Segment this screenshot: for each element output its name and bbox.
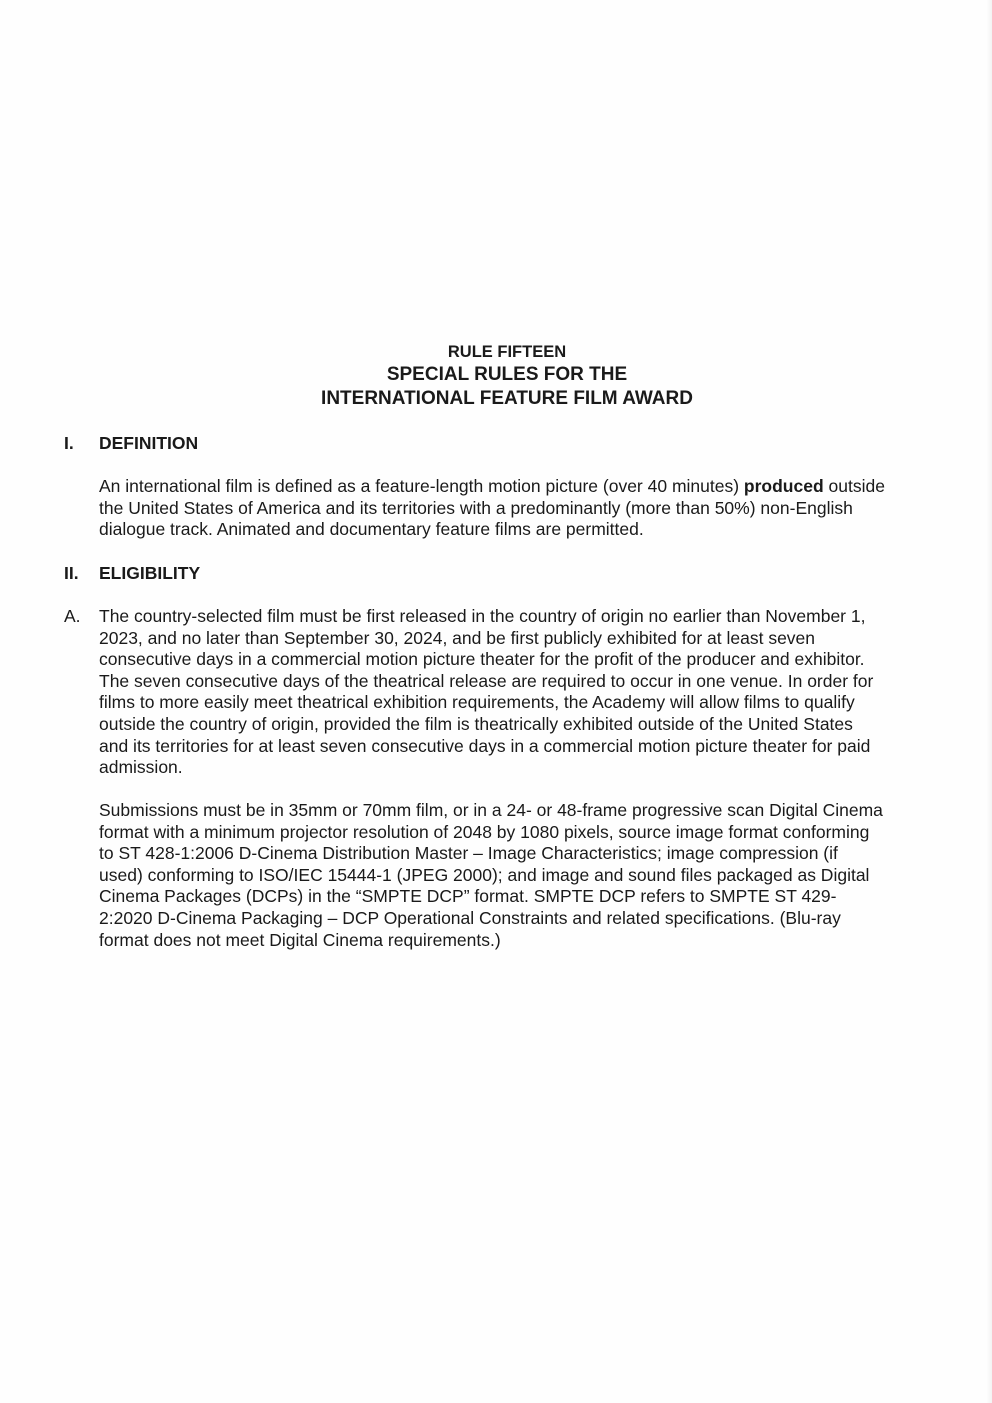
section-number: I. [64, 433, 74, 453]
paragraph-line: Submissions must be in 35mm or 70mm film, or in a 24- or 48-frame progressive scan Digital Cinema [99, 800, 883, 820]
rule-title-line-3: INTERNATIONAL FEATURE FILM AWARD [321, 388, 693, 409]
section-eligibility-heading [64, 562, 364, 584]
section-definition-heading [64, 432, 364, 454]
paragraph-line: films to more easily meet theatrical exhibition requirements, the Academy will allow films to qualify [99, 692, 855, 713]
paragraph-line: Cinema Packages (DCPs) in the “SMPTE DCP” format. SMPTE DCP refers to SMPTE ST 429- [99, 886, 837, 907]
paragraph-line: and its territories for at least seven consecutive days in a commercial motion picture theater for paid [99, 735, 871, 756]
text-run: An international film is defined as a feature-length motion picture (over 40 minutes) [99, 476, 744, 496]
paragraph-line: dialogue track. Animated and documentary feature films are permitted. [99, 519, 644, 540]
paragraph-line: The country-selected film must be first released in the country of origin no earlier than November 1, [99, 606, 866, 626]
paragraph-line: format does not meet Digital Cinema requirements.) [99, 929, 501, 950]
paragraph-line: the United States of America and its territories with a predominantly (more than 50%) non-English [99, 497, 853, 518]
paragraph-line: 2:2020 D-Cinema Packaging – DCP Operational Constraints and related specifications. (Blu-ray [99, 907, 841, 928]
paragraph-line: admission. [99, 757, 183, 778]
emphasis-produced: produced [743, 476, 824, 496]
definition-paragraph [99, 476, 959, 541]
rule-title-block [0, 341, 992, 411]
paragraph-line: used) conforming to ISO/IEC 15444-1 (JPEG 2000); and image and sound files packaged as Digital [99, 864, 870, 885]
scan-edge-shadow [986, 0, 992, 1403]
paragraph-line: format with a minimum projector resolution of 2048 by 1080 pixels, source image format conforming [99, 821, 870, 842]
text-run: outside [823, 476, 885, 496]
item-letter-a: A. [64, 606, 81, 626]
submissions-paragraph [99, 800, 959, 951]
section-title: DEFINITION [99, 433, 199, 453]
paragraph-line: outside the country of origin, provided the film is theatrically exhibited outside of the United States [99, 713, 853, 734]
rule-number-title: RULE FIFTEEN [447, 343, 567, 361]
paragraph-line [99, 476, 959, 498]
paragraph-line: consecutive days in a commercial motion picture theater for the profit of the producer and exhibitor. [99, 649, 865, 670]
paragraph-line: The seven consecutive days of the theatrical release are required to occur in one venue. In order for [99, 670, 874, 691]
rule-title-line-2: SPECIAL RULES FOR THE [386, 364, 628, 385]
paragraph-line: 2023, and no later than September 30, 2024, and be first publicly exhibited for at least seven [99, 627, 816, 648]
eligibility-item-a-paragraph [99, 606, 959, 779]
paragraph-line: to ST 428-1:2006 D-Cinema Distribution Master – Image Characteristics; image compression (if [99, 843, 838, 864]
section-title: ELIGIBILITY [99, 563, 201, 583]
section-number: II. [64, 563, 79, 583]
